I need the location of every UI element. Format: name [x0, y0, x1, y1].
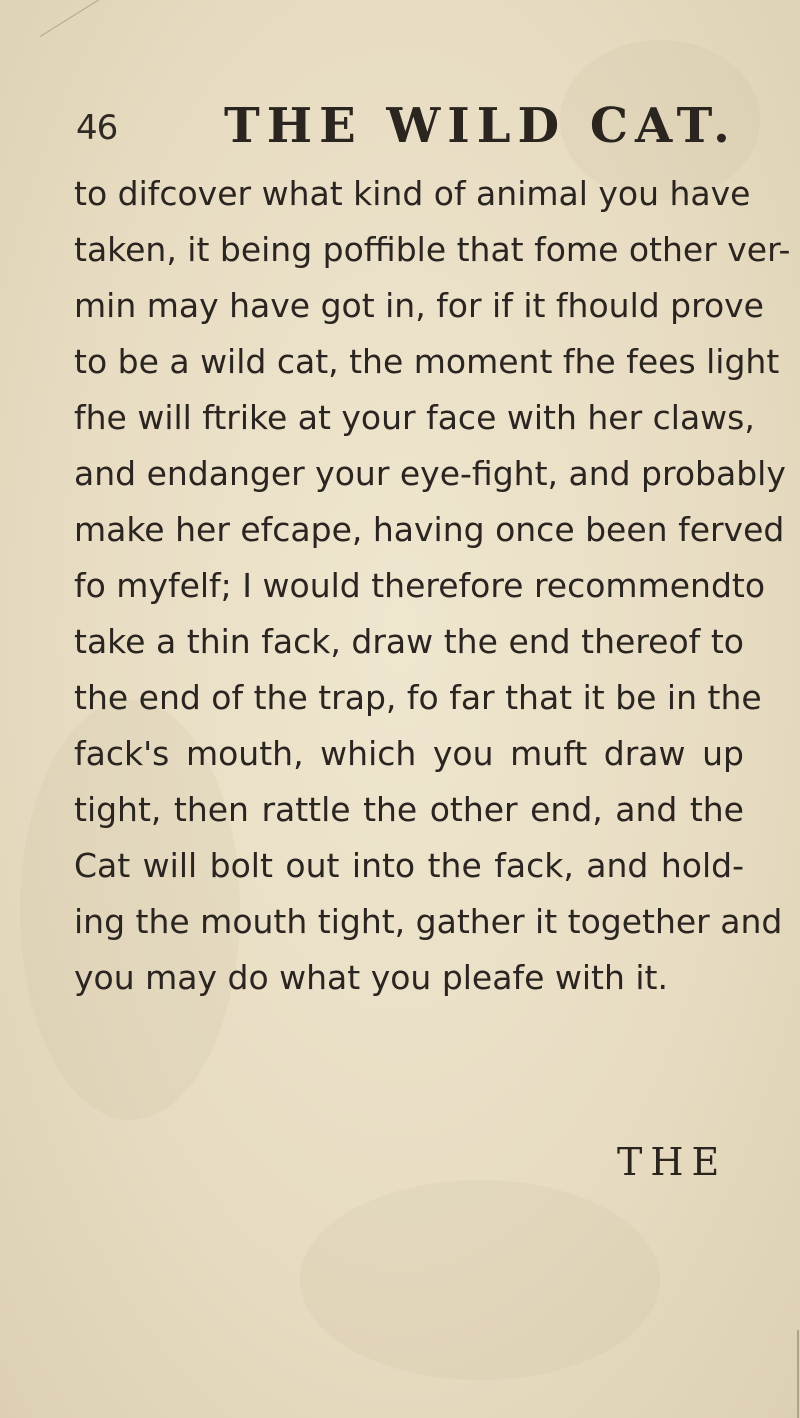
text-line: you may do what you pleafe with it.	[74, 958, 668, 997]
text-line: min may have got in, for if it fhould prove	[74, 286, 764, 325]
catchword: THE	[617, 1140, 728, 1184]
text-line: to difcover what kind of animal you have	[74, 174, 751, 213]
text-line: Cat will bolt out into the fack, and hold-	[74, 846, 744, 885]
text-line: taken, it being poffible that fome other ver-	[74, 230, 791, 269]
body-text	[74, 166, 791, 1006]
text-line: fhe will ftrike at your face with her claws,	[74, 398, 755, 437]
text-line: and endanger your eye-fight, and probably	[74, 454, 786, 493]
page-number: 46	[76, 108, 118, 148]
edge-mark	[797, 1330, 799, 1418]
text-line: ing the mouth tight, gather it together and	[74, 902, 783, 941]
text-line: fo myfelf; I would therefore recommendto	[74, 566, 766, 605]
paper-stain	[300, 1180, 660, 1380]
text-line: to be a wild cat, the moment fhe fees light	[74, 342, 780, 381]
text-line: fack's mouth, which you muft draw up	[74, 734, 744, 773]
running-title: THE WILD CAT.	[224, 98, 737, 154]
corner-fold-mark	[40, 0, 117, 37]
page-header	[76, 98, 756, 158]
text-line: the end of the trap, fo far that it be in the	[74, 678, 762, 717]
text-line: take a thin fack, draw the end thereof to	[74, 622, 744, 661]
text-line: make her efcape, having once been ferved	[74, 510, 785, 549]
text-line: tight, then rattle the other end, and the	[74, 790, 744, 829]
